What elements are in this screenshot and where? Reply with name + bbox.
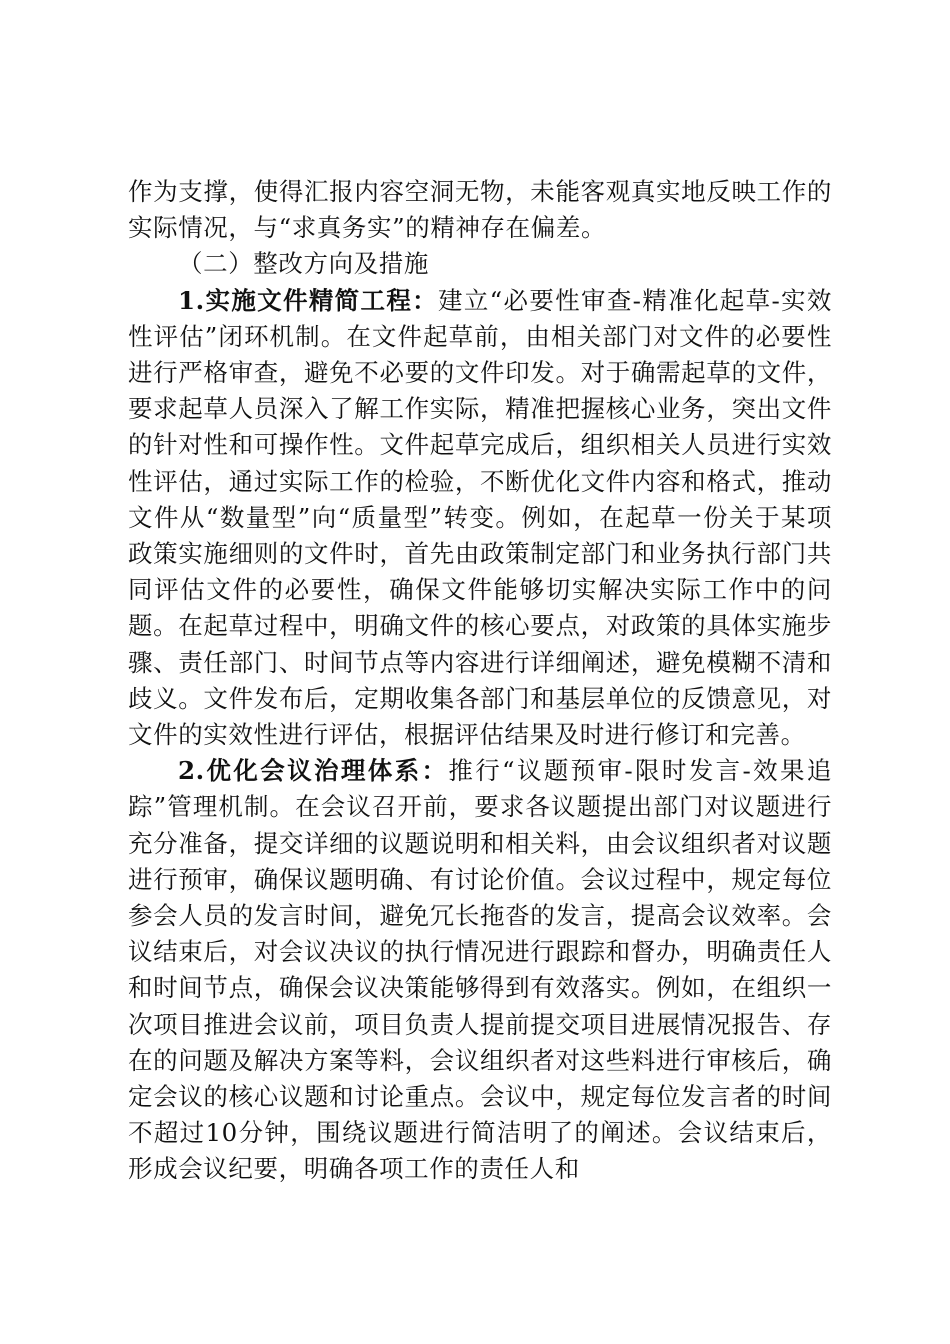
- item-1-body: 建立“必要性审查-精准化起草-实效性评估”闭环机制。在文件起草前，由相关部门对文件的必要性进行严格审查，避免不必要的文件印发。对于确需起草的文件，要求起草人员深入了解工作实际，精准把握核心业务，突出文件的针对性和可操作性。文件起草完成后，组织相关人员进行实效性评估，通过实际工作的检验，不断优化文件内容和格式，推动文件从“数量型”向“质量型”转变。例如，在起草一份关于某项政策实施细则的文件时，首先由政策制定部门和业务执行部门共同评估文件的必要性，确保文件能够切实解决实际工作中的问题。在起草过程中，明确文件的核心要点，对政策的具体实施步骤、责任部门、时间节点等内容进行详细阐述，避免模糊不清和歧义。文件发布后，定期收集各部门和基层单位的反馈意见，对文件的实效性进行评估，根据评估结果及时进行修订和完善。: [128, 285, 832, 750]
- item-1-paragraph: [128, 283, 832, 754]
- item-2-title: 2.优化会议治理体系：: [178, 756, 449, 786]
- paragraph-continuation: 作为支撑，使得汇报内容空洞无物，未能客观真实地反映工作的实际情况，与“求真务实”的精神存在偏差。: [128, 177, 832, 243]
- document-body: [128, 174, 832, 1188]
- item-2-paragraph: [128, 753, 832, 1187]
- section-heading: （二）整改方向及措施: [178, 249, 429, 279]
- item-1-title: 1.实施文件精简工程：: [178, 285, 438, 315]
- item-2-body: 推行“议题预审-限时发言-效果追踪”管理机制。在会议召开前，要求各议题提出部门对议题进行充分准备，提交详细的议题说明和相关料，由会议组织者对议题进行预审，确保议题明确、有讨论价值。会议过程中，规定每位参会人员的发言时间，避免冗长拖沓的发言，提高会议效率。会议结束后，对会议决议的执行情况进行跟踪和督办，明确责任人和时间节点，确保会议决策能够得到有效落实。例如，在组织一次项目推进会议前，项目负责人提前提交项目进展情况报告、存在的问题及解决方案等料，会议组织者对这些料进行审核后，确定会议的核心议题和讨论重点。会议中，规定每位发言者的时间不超过10分钟，围绕议题进行简洁明了的阐述。会议结束后，形成会议纪要，明确各项工作的责任人和: [128, 756, 832, 1184]
